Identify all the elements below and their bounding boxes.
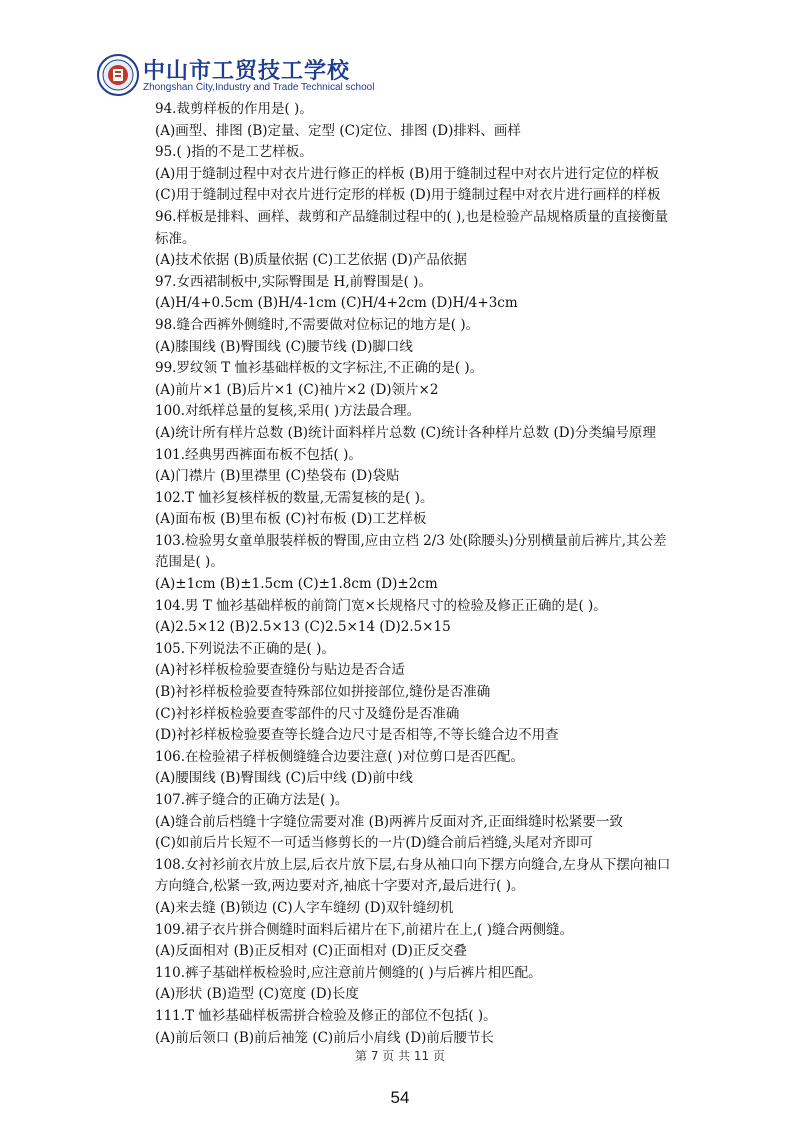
option-line: (A)技术依据 (B)质量依据 (C)工艺依据 (D)产品依据 xyxy=(155,252,467,269)
question-line: 103.检验男女童单服装样板的臀围,应由立档 2/3 处(除腰头)分别横量前后裤片,其公差 xyxy=(155,532,667,549)
option-line: (A)腰围线 (B)臀围线 (C)后中线 (D)前中线 xyxy=(155,770,413,787)
option-line: (A)±1cm (B)±1.5cm (C)±1.8cm (D)±2cm xyxy=(155,576,438,593)
option-line: (A)来去缝 (B)锁边 (C)人字车缝纫 (D)双针缝纫机 xyxy=(155,899,454,916)
school-name-en: Zhongshan City,Industry and Trade Technical school xyxy=(143,82,375,93)
option-line: (A)2.5×12 (B)2.5×13 (C)2.5×14 (D)2.5×15 xyxy=(155,619,451,636)
question-line: 109.裙子衣片拼合侧缝时面料后裙片在下,前裙片在上,( )缝合两侧缝。 xyxy=(155,921,573,938)
option-line: (A)缝合前后档缝十字缝位需要对准 (B)两裤片反面对齐,正面缉缝时松紧要一致 xyxy=(155,813,623,830)
option-line: (A)H/4+0.5cm (B)H/4-1cm (C)H/4+2cm (D)H/4+3cm xyxy=(155,295,518,312)
option-line: (A)面布板 (B)里布板 (C)衬布板 (D)工艺样板 xyxy=(155,511,427,528)
question-line: 96.样板是排料、画样、裁剪和产品缝制过程中的( ),也是检验产品规格质量的直接衡量 xyxy=(155,208,669,225)
option-line: (A)统计所有样片总数 (B)统计面料样片总数 (C)统计各种样片总数 (D)分类编号原理 xyxy=(155,424,656,441)
question-line: 方向缝合,松紧一致,两边要对齐,袖底十字要对齐,最后进行( )。 xyxy=(155,878,525,895)
question-line: 107.裤子缝合的正确方法是( )。 xyxy=(155,792,349,808)
question-line: 标准。 xyxy=(155,230,196,247)
option-line: (A)画型、排图 (B)定量、定型 (C)定位、排图 (D)排料、画样 xyxy=(155,122,521,139)
question-line: 104.男 T 恤衫基础样板的前筒门宽×长规格尺寸的检验及修正正确的是( )。 xyxy=(155,597,607,614)
option-line: (A)前片×1 (B)后片×1 (C)袖片×2 (D)领片×2 xyxy=(155,381,439,398)
question-line: 范围是( )。 xyxy=(155,554,224,571)
question-line: 105.下列说法不正确的是( )。 xyxy=(155,640,335,657)
question-line: 95.( )指的不是工艺样板。 xyxy=(155,144,313,161)
option-line: (A)衬衫样板检验要查缝份与贴边是否合适 xyxy=(155,662,405,679)
question-line: 106.在检验裙子样板侧缝缝合边要注意( )对位剪口是否匹配。 xyxy=(155,748,524,765)
option-line: (A)反面相对 (B)正反相对 (C)正面相对 (D)正反交叠 xyxy=(155,943,467,960)
question-line: 98.缝合西裤外侧缝时,不需要做对位标记的地方是( )。 xyxy=(155,316,480,333)
option-line: (C)如前后片长短不一可适当修剪长的一片(D)缝合前后裆缝,头尾对齐即可 xyxy=(155,835,594,852)
school-emblem-icon xyxy=(97,54,139,96)
question-line: 101.经典男西裤面布板不包括( )。 xyxy=(155,446,362,463)
option-line: (C)衬衫样板检验要查零部件的尺寸及缝份是否准确 xyxy=(155,705,460,722)
option-line: (D)衬衫样板检验要查等长缝合边尺寸是否相等,不等长缝合边不用查 xyxy=(155,727,559,744)
question-line: 102.T 恤衫复核样板的数量,无需复核的是( )。 xyxy=(155,489,434,506)
question-list xyxy=(155,99,715,1049)
question-line: 94.裁剪样板的作用是( )。 xyxy=(155,101,313,117)
option-line: (C)用于缝制过程中对衣片进行定形的样板 (D)用于缝制过程中对衣片进行画样的样板 xyxy=(155,187,661,204)
option-line: (A)形状 (B)造型 (C)宽度 (D)长度 xyxy=(155,986,359,1003)
option-line: (A)膝围线 (B)臀围线 (C)腰节线 (D)脚口线 xyxy=(155,338,413,355)
option-line: (A)用于缝制过程中对衣片进行修正的样板 (B)用于缝制过程中对衣片进行定位的样板 xyxy=(155,165,660,182)
option-line: (A)门襟片 (B)里襟里 (C)垫袋布 (D)袋贴 xyxy=(155,468,400,485)
option-line: (B)衬衫样板检验要查特殊部位如拼接部位,缝份是否准确 xyxy=(155,684,491,701)
school-name: 中山市工贸技工学校 xyxy=(143,59,351,84)
question-line: 110.裤子基础样板检验时,应注意前片侧缝的( )与后裤片相匹配。 xyxy=(155,964,542,981)
school-header xyxy=(97,52,417,100)
page-number: 54 xyxy=(390,1088,410,1107)
question-line: 97.女西裙制板中,实际臀围是 H,前臀围是( )。 xyxy=(155,273,432,290)
option-line: (A)前后领口 (B)前后袖笼 (C)前后小肩线 (D)前后腰节长 xyxy=(155,1029,494,1046)
page-info: 第 7 页 共 11 页 xyxy=(355,1049,445,1063)
question-line: 100.对纸样总量的复核,采用( )方法最合理。 xyxy=(155,403,421,420)
question-line: 108.女衬衫前衣片放上层,后衣片放下层,右身从袖口向下摆方向缝合,左身从下摆向袖口 xyxy=(155,856,671,873)
question-line: 99.罗纹领 T 恤衫基础样板的文字标注,不正确的是( )。 xyxy=(155,360,484,377)
question-line: 111.T 恤衫基础样板需拼合检验及修正的部位不包括( )。 xyxy=(155,1007,497,1024)
